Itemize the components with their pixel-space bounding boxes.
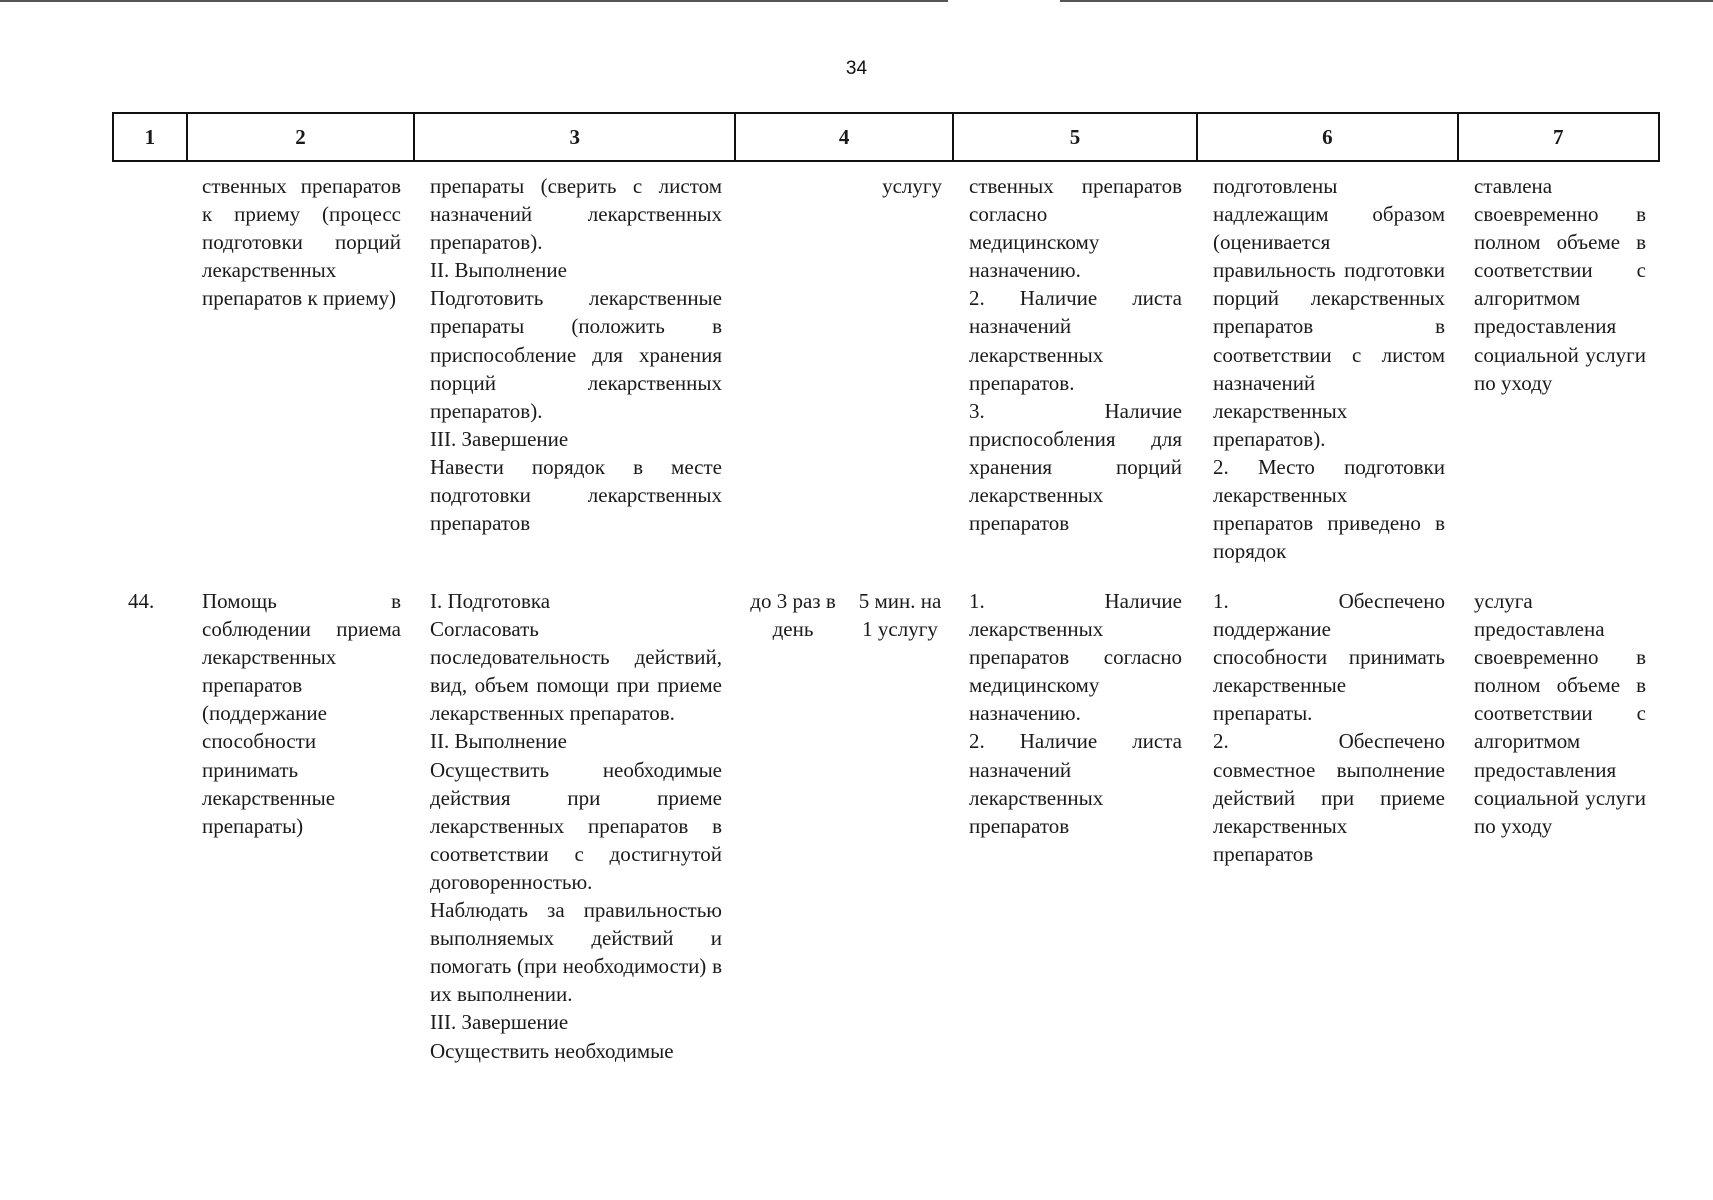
column-header-3: 3 [413,114,734,160]
procedure-line: Осуществить необходимые действия при приеме лекарственных препаратов в соответствии с достигнутой договоренностью. [430,757,722,894]
continuation-procedure [430,172,722,537]
table-header-row [112,112,1660,162]
column-header-1: 1 [144,124,156,149]
procedure-line: Осуществить необходимые [430,1038,674,1063]
procedure-line: II. Выполнение [430,258,567,283]
row-44-conditions [969,587,1182,840]
column-header-2: 2 [186,114,413,160]
procedure-line: Навести порядок в месте подготовки лекарственных препаратов [430,454,722,536]
scan-edge-line-left [0,0,948,2]
indicator-line: подготовлены надлежащим образом (оценивается правильность подготовки порций лекарственных препаратов в соответствии с листом назначений лекарственных препаратов). [1213,174,1445,451]
procedure-line: III. Завершение [430,426,569,451]
scan-edge-line-right [1060,0,1713,2]
procedure-line: препараты (сверить с листом назначений лекарственных препаратов). [430,174,722,255]
continuation-quality-indicators [1213,172,1445,565]
condition-line: 1. Наличие лекарственных препаратов согласно медицинскому назначению. [969,589,1182,726]
row-44-service-name: Помощь в соблюдении приема лекарственных препаратов (поддержание способности принимать лекарственные препараты) [202,589,401,838]
indicator-line: 1. Обеспечено поддержание способности принимать лекарственные препараты. [1213,589,1445,726]
row-44-evaluation: услуга предоставлена своевременно в полном объеме в соответствии с алгоритмом предоставления социальной услуги по уходу [1474,589,1646,838]
continuation-service-name: ственных препаратов к приему (процесс подготовки порций лекарственных препаратов к приему) [202,174,401,311]
continuation-evaluation: ставлена своевременно в полном объеме в соответствии с алгоритмом предоставления социальной услуги по уходу [1474,174,1646,395]
continuation-conditions [969,172,1182,537]
row-44-procedure [430,587,722,1065]
row-44-quality-indicators [1213,587,1445,868]
indicator-line: 2. Место подготовки лекарственных препаратов приведено в порядок [1213,454,1445,564]
procedure-line: Согласовать последовательность действий, вид, объем помощи при приеме лекарственных препаратов. [430,617,722,726]
condition-line: 2. Наличие листа назначений лекарственных препаратов. [969,286,1182,395]
procedure-line: Наблюдать за правильностью выполняемых действий и помогать (при необходимости) в их выполнении. [430,898,722,1007]
condition-line: ственных препаратов согласно медицинскому назначению. [969,174,1182,283]
column-header-6: 6 [1196,114,1456,160]
indicator-line: 2. Обеспечено совместное выполнение действий при приеме лекарственных препаратов [1213,729,1445,866]
column-header-4: 4 [734,114,951,160]
procedure-line: II. Выполнение [430,729,567,754]
procedure-line: III. Завершение [430,1010,569,1035]
row-number: 44. [128,589,155,613]
column-header-7: 7 [1457,114,1658,160]
procedure-line: Подготовить лекарственные препараты (положить в приспособление для хранения порций лекарственных препаратов). [430,286,722,423]
procedure-line: I. Подготовка [430,589,551,613]
continuation-time-norm: услугу [882,174,942,198]
row-44-frequency: до 3 раз в день [750,589,836,642]
condition-line: 3. Наличие приспособления для хранения порций лекарственных препаратов [969,398,1182,536]
page-number: 34 [845,58,868,79]
row-44-time-norm: 5 мин. на 1 услугу [858,589,942,642]
column-header-5: 5 [952,114,1196,160]
condition-line: 2. Наличие листа назначений лекарственных препаратов [969,729,1182,838]
